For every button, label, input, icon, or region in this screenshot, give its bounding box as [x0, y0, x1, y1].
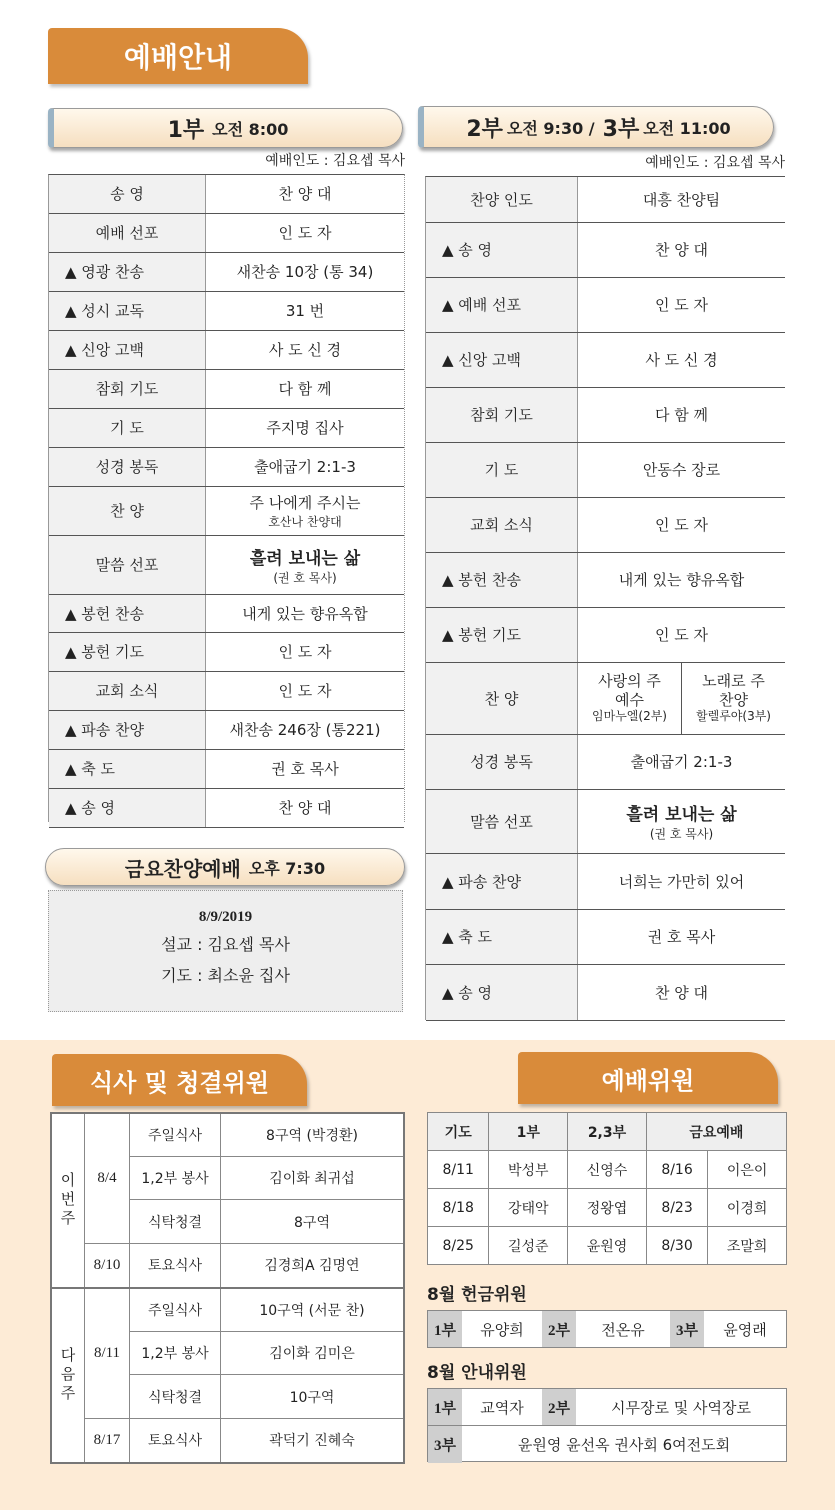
service23-row [426, 497, 785, 552]
usher-title: 8월 안내위원 [427, 1363, 527, 1383]
service23-row-value-text: 너희는 가만히 있어 [618, 872, 745, 891]
service1-row [49, 535, 404, 594]
meal-task: 주일식사 [130, 1113, 221, 1156]
service1-row-label: 찬 양 [49, 486, 206, 535]
service23-row-value-text: 내게 있는 향유옥합 [618, 571, 745, 589]
service1-row-value-text: 인 도 자 [278, 224, 332, 242]
service1-row [49, 671, 404, 710]
service23-part1: 2부 [466, 116, 503, 142]
friday-prayer: 기도 : 최소윤 집사 [161, 966, 290, 985]
service23-row [426, 789, 785, 853]
service1-row-label: ▲ 송 영 [49, 788, 206, 827]
service1-row-label: 기 도 [49, 408, 206, 447]
service1-row-label: 송 영 [49, 175, 206, 213]
service1-row [49, 632, 404, 671]
service1-row-value [206, 594, 405, 632]
service1-row-label: ▲ 신앙 고백 [49, 330, 206, 369]
service23-row [426, 552, 785, 607]
usher-part1: 1부 [428, 1389, 462, 1425]
service1-row [49, 594, 404, 632]
friday-date: 8/9/2019 [198, 909, 253, 925]
meal-title-text: 식사 및 청결위원 [90, 1068, 269, 1097]
meal-who: 김이화 김미은 [221, 1331, 405, 1374]
worship-committee-header-cell: 금요예배 [646, 1113, 786, 1151]
worship-committee-wrap [427, 1112, 787, 1264]
service1-row-value-text: 흘려 보내는 삶 [249, 548, 361, 569]
worship-committee-cell: 8/18 [428, 1189, 489, 1227]
service1-row [49, 486, 404, 535]
service23-split-b [682, 663, 785, 734]
service23-row-value-text: 다 함 께 [654, 406, 708, 424]
service1-row-value [206, 486, 405, 535]
meal-row [51, 1113, 404, 1156]
service1-row-value-text: 찬 양 대 [278, 185, 332, 204]
service23-row-value [578, 177, 786, 222]
friday-box [48, 890, 403, 1012]
meal-row [51, 1288, 404, 1331]
meal-title [52, 1054, 307, 1106]
meal-who: 김경희A 김명연 [221, 1243, 405, 1288]
offering-part1: 1부 [428, 1311, 462, 1347]
meal-who: 10구역 (서문 찬) [221, 1288, 405, 1331]
service1-row-value [206, 330, 405, 369]
service23-row-label: ▲ 예배 선포 [426, 277, 578, 332]
service1-row-label: ▲ 봉헌 찬송 [49, 594, 206, 632]
meal-group-name: 이번주 [51, 1113, 85, 1288]
service23-table [426, 177, 785, 1021]
service23-row-label: ▲ 봉헌 기도 [426, 607, 578, 662]
service23-row-label: 찬 양 [426, 662, 578, 734]
meal-task: 토요식사 [130, 1243, 221, 1288]
worship-committee-cell: 8/25 [428, 1227, 489, 1265]
meal-row [51, 1418, 404, 1463]
service1-row-value-text: 인 도 자 [278, 643, 332, 661]
service1-row [49, 447, 404, 486]
service23-row-value-text: 인 도 자 [654, 516, 708, 534]
service1-row-value [206, 710, 405, 749]
worship-committee-cell: 8/23 [646, 1189, 707, 1227]
service1-row-value [206, 252, 405, 291]
usher-name2: 시무장로 및 사역장로 [611, 1398, 751, 1417]
worship-committee-header-cell: 2,3부 [568, 1113, 647, 1151]
service1-row-value [206, 632, 405, 671]
worship-committee-cell: 이경희 [708, 1189, 787, 1227]
service23-split-b3: 할렐루야(3부) [696, 709, 771, 724]
meal-date: 8/4 [85, 1113, 130, 1243]
service1-row-value-text: 인 도 자 [278, 682, 332, 700]
section-title-text: 예배안내 [123, 41, 233, 74]
meal-task: 1,2부 봉사 [130, 1156, 221, 1199]
service1-row [49, 749, 404, 788]
offering-name1: 유양희 [480, 1320, 524, 1339]
service23-row-value [578, 387, 786, 442]
service23-row-value-text: 출애굽기 2:1-3 [630, 753, 733, 771]
service1-row-value-text: 새찬송 10장 (통 34) [236, 263, 374, 281]
worship-committee-row [428, 1151, 787, 1189]
service23-row-label: ▲ 송 영 [426, 964, 578, 1020]
service1-row-value-text: 내게 있는 향유옥합 [242, 604, 368, 623]
service1-row-value [206, 447, 405, 486]
service1-time: 오전 8:00 [212, 119, 289, 139]
service23-row-value [578, 789, 786, 853]
worship-committee-cell: 박성부 [489, 1151, 568, 1189]
meal-who: 8구역 (박경환) [221, 1113, 405, 1156]
usher-name3: 윤원영 윤선옥 권사회 6여전도회 [517, 1436, 731, 1454]
service1-row [49, 788, 404, 827]
usher-part2: 2부 [542, 1389, 576, 1425]
service23-row [426, 662, 785, 734]
meal-who: 8구역 [221, 1200, 405, 1243]
worship-committee-cell: 이은이 [708, 1151, 787, 1189]
service1-row [49, 252, 404, 291]
worship-committee-cell: 8/11 [428, 1151, 489, 1189]
service1-row [49, 175, 404, 213]
service1-row-value [206, 369, 405, 408]
service23-row-value-text: 사 도 신 경 [645, 351, 718, 369]
service1-row-label: 교회 소식 [49, 671, 206, 710]
service1-row-value [206, 671, 405, 710]
meal-group-name: 다음주 [51, 1288, 85, 1463]
service23-row-value [578, 909, 786, 964]
service1-row-value [206, 749, 405, 788]
service23-split-b2: 찬양 [719, 690, 748, 709]
service1-row-value-text: 다 함 께 [278, 380, 332, 398]
service1-row-label: ▲ 봉헌 기도 [49, 632, 206, 671]
service1-row [49, 369, 404, 408]
service1-row-value-text: 사 도 신 경 [268, 341, 342, 359]
offering-name3: 윤영래 [723, 1320, 767, 1339]
usher-part3: 3부 [428, 1426, 462, 1463]
service1-row-label: ▲ 파송 찬양 [49, 710, 206, 749]
service23-row-value [578, 734, 786, 789]
service1-row-value [206, 175, 405, 213]
service1-row-value [206, 788, 405, 827]
worship-committee-title [518, 1052, 778, 1104]
service23-row-value [578, 662, 786, 734]
section-title [48, 28, 308, 84]
worship-committee-cell: 정왕엽 [568, 1189, 647, 1227]
service1-row-value-text: 찬 양 대 [278, 799, 332, 817]
worship-committee-cell: 강태악 [489, 1189, 568, 1227]
service1-part: 1부 [167, 117, 205, 143]
service23-row [426, 734, 785, 789]
service1-row-value [206, 291, 405, 330]
service23-row [426, 442, 785, 497]
service1-row-sub: (권 호 목사) [273, 570, 337, 585]
service23-row-value [578, 277, 786, 332]
service1-row [49, 330, 404, 369]
service23-row-label: ▲ 축 도 [426, 909, 578, 964]
offering-title: 8월 헌금위원 [427, 1285, 527, 1305]
worship-committee-row [428, 1227, 787, 1265]
service23-row-value-text: 흘려 보내는 삶 [626, 805, 737, 825]
meal-who: 김이화 최귀섭 [221, 1156, 405, 1199]
service23-row-value-text: 안동수 장로 [642, 461, 721, 479]
service23-row-value [578, 497, 786, 552]
service23-row [426, 387, 785, 442]
worship-committee-cell: 길성준 [489, 1227, 568, 1265]
worship-committee-header-cell: 1부 [489, 1113, 568, 1151]
service23-row-value-text: 인 도 자 [654, 626, 708, 644]
service23-row-value [578, 442, 786, 497]
service23-split [578, 663, 785, 734]
service23-row-label: ▲ 파송 찬양 [426, 853, 578, 909]
meal-task: 1,2부 봉사 [130, 1331, 221, 1374]
service23-row [426, 853, 785, 909]
service1-row [49, 291, 404, 330]
service1-row-sub: 호산나 찬양대 [268, 514, 342, 529]
meal-who: 10구역 [221, 1375, 405, 1418]
friday-sermon: 설교 : 김요셉 목사 [161, 935, 290, 954]
service23-row-label: 성경 봉독 [426, 734, 578, 789]
service23-row-label: ▲ 신앙 고백 [426, 332, 578, 387]
service1-leader: 예배인도 : 김요셉 목사 [265, 153, 405, 169]
service23-split-a1: 사랑의 주 [598, 671, 661, 690]
meal-table [50, 1112, 405, 1464]
friday-title: 금요찬양예배 [124, 856, 241, 881]
meal-task: 식탁청결 [130, 1375, 221, 1418]
worship-committee-cell: 8/16 [646, 1151, 707, 1189]
service1-row-value [206, 408, 405, 447]
service23-row [426, 909, 785, 964]
service23-row-label: 참회 기도 [426, 387, 578, 442]
service23-split-a2: 예수 [615, 690, 644, 709]
service1-row-value-text: 주 나에게 주시는 [249, 493, 361, 512]
usher-name1: 교역자 [480, 1398, 524, 1417]
service1-row-label: 말씀 선포 [49, 535, 206, 594]
usher-box [427, 1388, 787, 1462]
service1-row-value-text: 새찬송 246장 (통221) [229, 721, 381, 739]
service23-row-sub: (권 호 목사) [649, 827, 714, 841]
service23-banner [418, 106, 774, 148]
service1-row-label: ▲ 영광 찬송 [49, 252, 206, 291]
service23-row [426, 177, 785, 222]
service1-row-value-text: 권 호 목사 [271, 760, 339, 778]
service23-row-value [578, 222, 786, 277]
offering-row [427, 1310, 787, 1348]
service23-part2: 3부 [602, 116, 640, 142]
service23-row-label: ▲ 봉헌 찬송 [426, 552, 578, 607]
meal-date: 8/17 [85, 1418, 130, 1463]
service23-time2: 오전 11:00 [643, 118, 731, 138]
service23-row-label: 찬양 인도 [426, 177, 578, 222]
worship-committee-table [427, 1112, 787, 1265]
service23-split-b1: 노래로 주 [702, 671, 765, 690]
service23-row-value-text: 인 도 자 [654, 296, 708, 314]
service1-row-label: 성경 봉독 [49, 447, 206, 486]
service1-table-wrap [48, 174, 405, 822]
service1-row-label: ▲ 성시 교독 [49, 291, 206, 330]
worship-committee-title-text: 예배위원 [601, 1066, 695, 1095]
service1-row-label: 참회 기도 [49, 369, 206, 408]
meal-task: 식탁청결 [130, 1200, 221, 1243]
service23-leader: 예배인도 : 김요셉 목사 [645, 155, 785, 171]
worship-committee-header-cell: 기도 [428, 1113, 489, 1151]
offering-name2: 전온유 [601, 1320, 645, 1339]
service23-row [426, 222, 785, 277]
service1-row [49, 408, 404, 447]
service23-row-label: 교회 소식 [426, 497, 578, 552]
service23-row-label: 말씀 선포 [426, 789, 578, 853]
service1-row [49, 213, 404, 252]
offering-part2: 2부 [542, 1311, 576, 1347]
service23-row-value [578, 552, 786, 607]
service1-table [49, 175, 404, 828]
service23-row-value-text: 찬 양 대 [654, 241, 708, 259]
service23-row [426, 277, 785, 332]
service1-row-value [206, 535, 405, 594]
service23-table-wrap [425, 176, 785, 1020]
service23-row [426, 964, 785, 1020]
service1-banner [48, 108, 403, 148]
service1-row [49, 710, 404, 749]
service23-row-value [578, 853, 786, 909]
service1-row-value-text: 주지명 집사 [266, 419, 344, 437]
meal-date: 8/11 [85, 1288, 130, 1418]
service23-row-value-text: 권 호 목사 [647, 928, 716, 946]
worship-committee-cell: 조말희 [708, 1227, 787, 1265]
service23-row [426, 332, 785, 387]
meal-task: 토요식사 [130, 1418, 221, 1463]
worship-committee-cell: 8/30 [646, 1227, 707, 1265]
usher-row1 [428, 1389, 786, 1426]
service23-row-value [578, 332, 786, 387]
meal-who: 곽덕기 진혜숙 [221, 1418, 405, 1463]
service23-time1: 오전 9:30 / [506, 118, 595, 138]
offering-part3: 3부 [670, 1311, 704, 1347]
friday-time: 오후 7:30 [248, 858, 326, 878]
worship-committee-row [428, 1189, 787, 1227]
service1-row-value-text: 31 번 [285, 302, 325, 320]
service1-row-label: ▲ 축 도 [49, 749, 206, 788]
service23-row-value-text: 찬 양 대 [654, 983, 708, 1002]
service1-row-label: 예배 선포 [49, 213, 206, 252]
worship-committee-header [428, 1113, 787, 1151]
friday-banner [45, 848, 405, 886]
meal-task: 주일식사 [130, 1288, 221, 1331]
meal-table-wrap [50, 1112, 405, 1464]
service1-row-value-text: 출애굽기 2:1-3 [254, 458, 356, 476]
service23-row-value-text: 대흥 찬양팀 [642, 190, 721, 209]
service23-row-label: ▲ 송 영 [426, 222, 578, 277]
service23-row [426, 607, 785, 662]
service23-row-value [578, 964, 786, 1020]
usher-row2 [428, 1426, 786, 1463]
service23-row-value [578, 607, 786, 662]
service23-split-a [578, 663, 682, 734]
meal-row [51, 1243, 404, 1288]
meal-date: 8/10 [85, 1243, 130, 1288]
worship-committee-cell: 윤원영 [568, 1227, 647, 1265]
service23-split-a3: 임마누엘(2부) [592, 709, 667, 724]
worship-committee-cell: 신영수 [568, 1151, 647, 1189]
service1-row-value [206, 213, 405, 252]
service23-row-label: 기 도 [426, 442, 578, 497]
